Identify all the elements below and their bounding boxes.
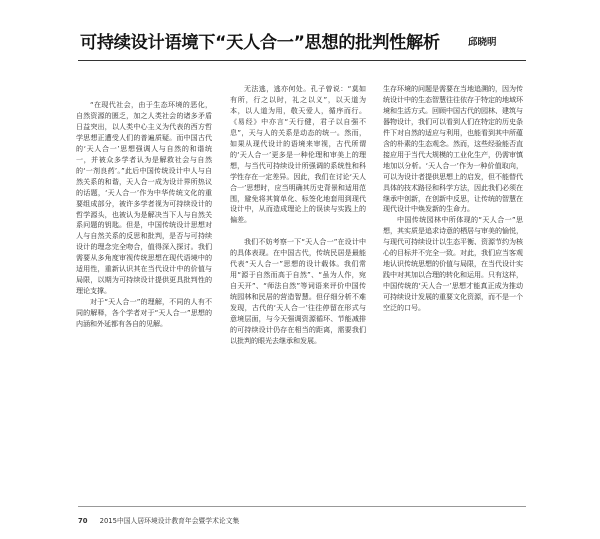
paragraph: 生存环境的问题是需要在当地追溯的，因为传统设计中的生态智慧往往依存于特定的地域环境和生活方式。回顾中国古代的园林、建筑与器物设计，我们可以看到人们在特定的历史条件下对自然的适应与利用，也能看到其中所蕴含的朴素的生态观念。然而，这些经验能否直接应用于当代大规模的工业化生产，仍需审慎地加以分析。‘天人合一’作为一种价值取向，可以为设计者提供思想上的启发，但不能替代具体的技术路径和科学方法，因此我们必须在继承中创新，在创新中反思，让传统的智慧在现代设计中焕发新的生命力。 [383, 84, 523, 214]
article-author: 邱晓明 [468, 37, 497, 48]
journal-name: 2015中国人居环境设计教育年会暨学术论文集 [99, 517, 240, 525]
paragraph: 中国传统园林中所体现的“天人合一”思想，其实质是追求诗意的栖居与审美的愉悦，与现代可持续设计以生态平衡、资源节约为核心的目标并不完全一致。对此，我们应当客观地认识传统思想的价值与局限，在当代设计实践中对其加以合理的转化和运用。只有这样，中国传统的‘天人合一’思想才能真正成为推动可持续设计发展的重要文化资源，而不是一个空泛的口号。 [383, 215, 523, 313]
text-column-2 [230, 84, 366, 347]
paragraph: 无法逃，逃亦何处。孔子曾说：“莫如有所，行之以时，礼之以义”，以天道为本，以人道为用，敬天爱人，循序而行。《易经》中亦言“天行健，君子以自强不息”，天与人的关系是动态的统一。然而，如果从现代设计的语境来审视，古代所谓的‘天人合一’更多是一种伦理和审美上的理想，与当代可持续设计所强调的系统性和科学性存在一定差异。因此，我们在讨论‘天人合一’思想时，应当明确其历史背景和适用范围，避免将其简单化、标签化地套用到现代设计中，从而造成理论上的误读与实践上的偏差。 [230, 84, 366, 225]
article-title: 可持续设计语境下“天人合一”思想的批判性解析 [80, 33, 440, 53]
text-column-1 [76, 100, 212, 330]
paragraph: “在现代社会，由于生态环境的恶化，自然资源的匮乏，加之人类社会的诸多矛盾日益突出，以人类中心主义为代表的西方哲学思想正遭受人们的普遍质疑。而中国古代的‘天人合一’思想强调人与自然的和谐统一，并被众多学者认为是解救社会与自然的‘一剂良药’。”此后中国传统设计中人与自然关系的和谐，天人合一成为设计界所热议的话题，‘天人合一’作为中华传统文化的重要组成部分，被许多学者视为可持续设计的哲学源头，也被认为是解决当下人与自然关系问题的钥匙。但是，中国传统设计思想对人与自然关系的反思和批判，是否与可持续设计的理念完全吻合，值得深入探讨。我们需要从多角度审视传统思想在现代语境中的适用性，重新认识其在当代设计中的价值与局限，以期为可持续设计提供更具批判性的理论支撑。 [76, 100, 212, 296]
text-column-3 [383, 84, 523, 314]
footer-divider [78, 506, 526, 507]
page-number: 70 [78, 517, 88, 525]
page-footer [78, 515, 239, 525]
paragraph: 我们不妨考察一下“天人合一”在设计中的具体表现。在中国古代，传统民居是最能代表“天人合一”思想的设计载体。我们常用“源于自然而高于自然”、“虽为人作，宛自天开”、“师法自然”等词语来评价中国传统园林和民居的营造智慧。但仔细分析不难发现，古代的‘天人合一’往往停留在形式与意境层面，与今天强调资源循环、节能减排的可持续设计仍存在相当的距离，需要我们以批判的眼光去继承和发展。 [230, 237, 366, 345]
title-divider [78, 60, 526, 61]
paragraph: 对于“天人合一”的理解，不同的人有不同的解释，各个学者对于“天人合一”思想的内涵和外延都有各自的见解。 [76, 297, 212, 329]
